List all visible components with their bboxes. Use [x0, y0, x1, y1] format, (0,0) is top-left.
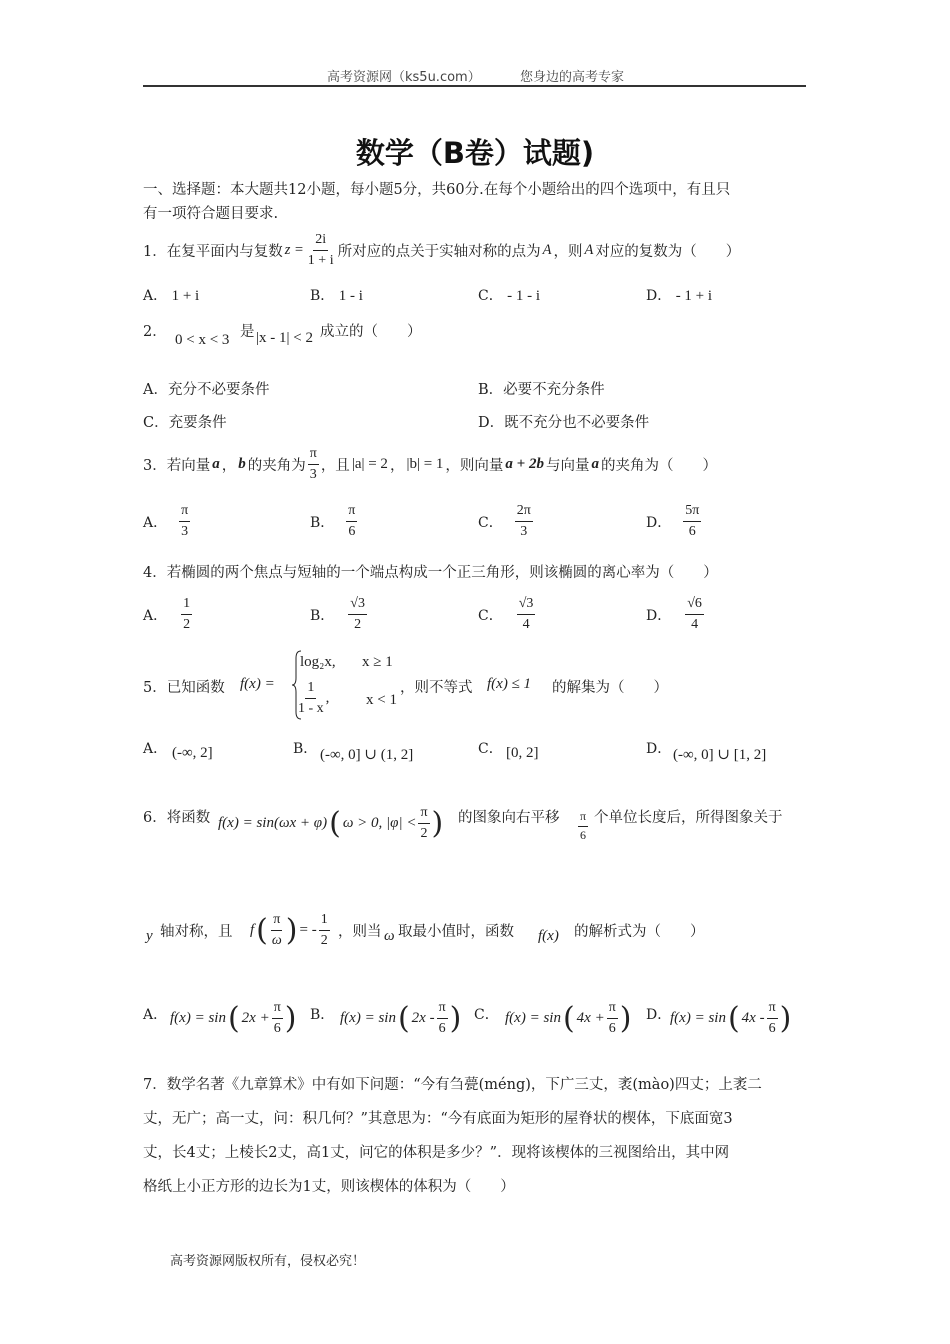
- q2-shi: 是: [240, 324, 255, 340]
- q6-d-inner: 4x -: [741, 1010, 765, 1027]
- q5-pre: 5．已知函数: [143, 680, 225, 696]
- header-right: 您身边的高考专家: [520, 70, 625, 85]
- q5-option-a-label: A．: [143, 741, 168, 757]
- q5-option-a: (-∞, 2]: [172, 745, 213, 761]
- q3-option-b: B． $\frac{\pi}{6}$: [310, 503, 356, 540]
- q3-angle-fraction: [308, 446, 319, 483]
- q3-sep: ，: [389, 458, 405, 475]
- q3-comma: ，: [221, 458, 237, 475]
- q6-option-c-label: C．: [474, 1007, 499, 1023]
- q3-vector-a-2: a: [591, 456, 599, 473]
- q6-b-pre: f(x) = sin: [340, 1010, 396, 1027]
- q1-frac-den: 1 + i: [307, 253, 334, 269]
- q6-y: y: [146, 928, 153, 944]
- q6-c-pre: f(x) = sin: [505, 1010, 561, 1027]
- q3-frac-den: 3: [309, 467, 317, 483]
- q3-vector-a: a: [212, 456, 220, 473]
- q6-arg-num: π: [271, 912, 282, 931]
- q5-option-d: (-∞, 0] ∪ [1, 2]: [673, 747, 767, 763]
- q5-post: 的解集为（ ）: [552, 680, 668, 696]
- q1-pre: 1．在复平面内与复数: [143, 244, 283, 261]
- question-4: 4．若椭圆的两个焦点与短轴的一个端点构成一个正三角形，则该椭圆的离心率为（ ）: [143, 565, 718, 581]
- q3-option-c: C． $\frac{2\pi}{3}$: [478, 503, 531, 540]
- header-left: 高考资源网（ks5u.com）: [327, 70, 481, 85]
- q3-vector-b: b: [238, 456, 246, 473]
- q1-point-a: A: [542, 242, 552, 259]
- q6-condition: ω > 0, |φ| <: [342, 815, 417, 832]
- q5-case-1: log₂x,: [300, 654, 336, 670]
- q4-option-c: C． $\frac{√3}{4}$: [478, 596, 534, 633]
- q6-d-pre: f(x) = sin: [670, 1010, 726, 1027]
- question-3: [143, 446, 717, 483]
- intro-line-1: 一、选择题：本大题共12小题，每小题5分，共60分.在每个小题给出的四个选项中，有且只: [143, 182, 731, 198]
- q3-mid: 的夹角为: [247, 458, 306, 475]
- q6-option-b: f(x) = sin ( 2x - $\frac{\pi}{6}$ ): [340, 1000, 462, 1037]
- q6-fx-2: f(x): [538, 928, 559, 944]
- q5-cond-1: x ≥ 1: [362, 654, 393, 670]
- q6-a-inner: 2x +: [241, 1010, 270, 1027]
- q6-paren-close: ): [431, 805, 444, 841]
- q6-paren-open: (: [329, 805, 341, 841]
- q6-arg-den: ω: [271, 933, 282, 949]
- q3-mid3: ，则向量: [445, 458, 504, 475]
- q1-point-a-2: A: [584, 242, 594, 259]
- question-1: [143, 232, 740, 269]
- q6-option-a: f(x) = sin ( 2x + $\frac{\pi}{6}$ ): [170, 1000, 297, 1037]
- q6-paren-2-close: ): [285, 912, 298, 948]
- q6-option-d: f(x) = sin ( 4x - $\frac{\pi}{6}$ ): [670, 1000, 792, 1037]
- q6-line2b: ，则当: [338, 924, 382, 940]
- q5-option-c-label: C．: [478, 741, 503, 757]
- q1-mid: 所对应的点关于实轴对称的点为: [337, 244, 541, 261]
- q6-pre: 6．将函数: [143, 810, 211, 826]
- q6-val-num: 1: [319, 912, 330, 931]
- q5-mid: ，则不等式: [400, 680, 473, 696]
- q6-eq: = -: [299, 922, 317, 939]
- q6-c-inner: 4x +: [576, 1010, 605, 1027]
- q2-post: 成立的（ ）: [320, 324, 422, 340]
- q6-paren-2-open: (: [256, 912, 268, 948]
- q6-val-den: 2: [320, 933, 328, 949]
- q5-option-b: (-∞, 0] ∪ (1, 2]: [320, 747, 414, 763]
- q5-case2-num: 1: [305, 680, 316, 699]
- q3-pre: 3．若向量: [143, 458, 211, 475]
- q1-mid2: ，则: [553, 244, 583, 261]
- q5-option-b-label: B．: [293, 741, 318, 757]
- q1-frac-num: 2i: [313, 232, 328, 251]
- q6-shift-den: 6: [580, 827, 587, 842]
- q2-number: 2．: [143, 324, 167, 340]
- q2-condition-2: |x - 1| < 2: [256, 330, 313, 346]
- q2-option-a: A．充分不必要条件: [143, 382, 270, 398]
- q6-mid: 的图象向右平移: [458, 810, 560, 826]
- q6-shift: [578, 810, 588, 843]
- q6-b-inner: 2x -: [411, 1010, 435, 1027]
- q3-mid4: 与向量: [545, 458, 590, 475]
- q6-condition-eq: [250, 912, 330, 949]
- q1-option-b: B． 1 - i: [310, 288, 363, 304]
- q6-omega: ω: [384, 928, 395, 944]
- q6-line2d: 的解析式为（ ）: [574, 924, 705, 940]
- q5-option-d-label: D．: [646, 741, 672, 757]
- q6-a-pre: f(x) = sin: [170, 1010, 226, 1027]
- q1-z: z =: [284, 242, 304, 259]
- q1-post: 对应的复数为（ ）: [595, 244, 741, 261]
- q5-case-2: [296, 680, 329, 717]
- q5-fx: f(x) =: [240, 676, 275, 692]
- q4-option-b: B． $\frac{√3}{2}$: [310, 596, 365, 633]
- q6-function: [218, 805, 443, 842]
- q7-line-2: 丈，无广；高一丈，问：积几何？”其意思为：“今有底面为矩形的屋脊状的楔体，下底面宽3: [143, 1111, 733, 1127]
- q1-option-d: D． - 1 + i: [646, 288, 713, 304]
- q3-option-a: A． $\frac{\pi}{3}$: [143, 503, 189, 540]
- q6-option-c: f(x) = sin ( 4x + $\frac{\pi}{6}$ ): [505, 1000, 632, 1037]
- q6-line2a: 轴对称，且: [160, 924, 233, 940]
- footer-copyright: 高考资源网版权所有，侵权必究！: [170, 1254, 366, 1269]
- q6-cond-num: π: [418, 805, 429, 824]
- q7-line-3: 丈，长4丈；上棱长2丈，高1丈，问它的体积是多少？”．现将该楔体的三视图给出，其中网: [143, 1145, 730, 1161]
- q5-case2-comma: ,: [325, 690, 330, 707]
- q1-fraction: [306, 232, 336, 269]
- q3-option-d: D． $\frac{5\pi}{6}$: [646, 503, 700, 540]
- q6-cond-den: 2: [420, 826, 428, 842]
- q5-option-c: [0, 2]: [506, 745, 539, 761]
- q3-sum: a + 2b: [505, 456, 544, 473]
- q3-abs-b: |b| = 1: [406, 456, 444, 473]
- q7-line-1: 7．数学名著《九章算术》中有如下问题：“今有刍甍(méng)，下广三丈，袤(mào)四丈；上袤二: [143, 1077, 762, 1093]
- q4-option-a: A． $\frac{1}{2}$: [143, 596, 191, 633]
- q1-option-c: C． - 1 - i: [478, 288, 541, 304]
- q2-option-b: B．必要不充分条件: [478, 382, 605, 398]
- q5-cond-2: x < 1: [366, 692, 397, 708]
- q7-line-4: 格纸上小正方形的边长为1丈，则该楔体的体积为（ ）: [143, 1179, 515, 1195]
- q6-line2c: 取最小值时，函数: [398, 924, 514, 940]
- intro-line-2: 有一项符合题目要求.: [143, 206, 279, 222]
- q6-f: f: [250, 922, 255, 939]
- q2-option-d: D．既不充分也不必要条件: [478, 415, 650, 431]
- q6-option-d-label: D．: [646, 1007, 672, 1023]
- q6-option-a-label: A．: [143, 1007, 168, 1023]
- q5-case2-den: 1 - x: [298, 701, 324, 717]
- page-title: 数学（B卷）试题): [355, 136, 595, 170]
- q5-inequality: f(x) ≤ 1: [487, 676, 532, 692]
- q1-option-a: A． 1 + i: [143, 288, 200, 304]
- q6-option-b-label: B．: [310, 1007, 335, 1023]
- q6-shift-num: π: [578, 810, 588, 827]
- q6-fx: f(x) = sin(ωx + φ): [218, 815, 328, 832]
- q3-mid2: ，且: [320, 458, 350, 475]
- q6-post: 个单位长度后，所得图象关于: [594, 810, 783, 826]
- q3-frac-num: π: [308, 446, 319, 465]
- q2-condition-1: 0 < x < 3: [175, 332, 230, 348]
- q4-option-d: D． $\frac{√6}{4}$: [646, 596, 702, 633]
- header-rule: [143, 85, 806, 87]
- q3-post: 的夹角为（ ）: [600, 458, 717, 475]
- q2-option-c: C．充要条件: [143, 415, 227, 431]
- q3-abs-a: |a| = 2: [351, 456, 388, 473]
